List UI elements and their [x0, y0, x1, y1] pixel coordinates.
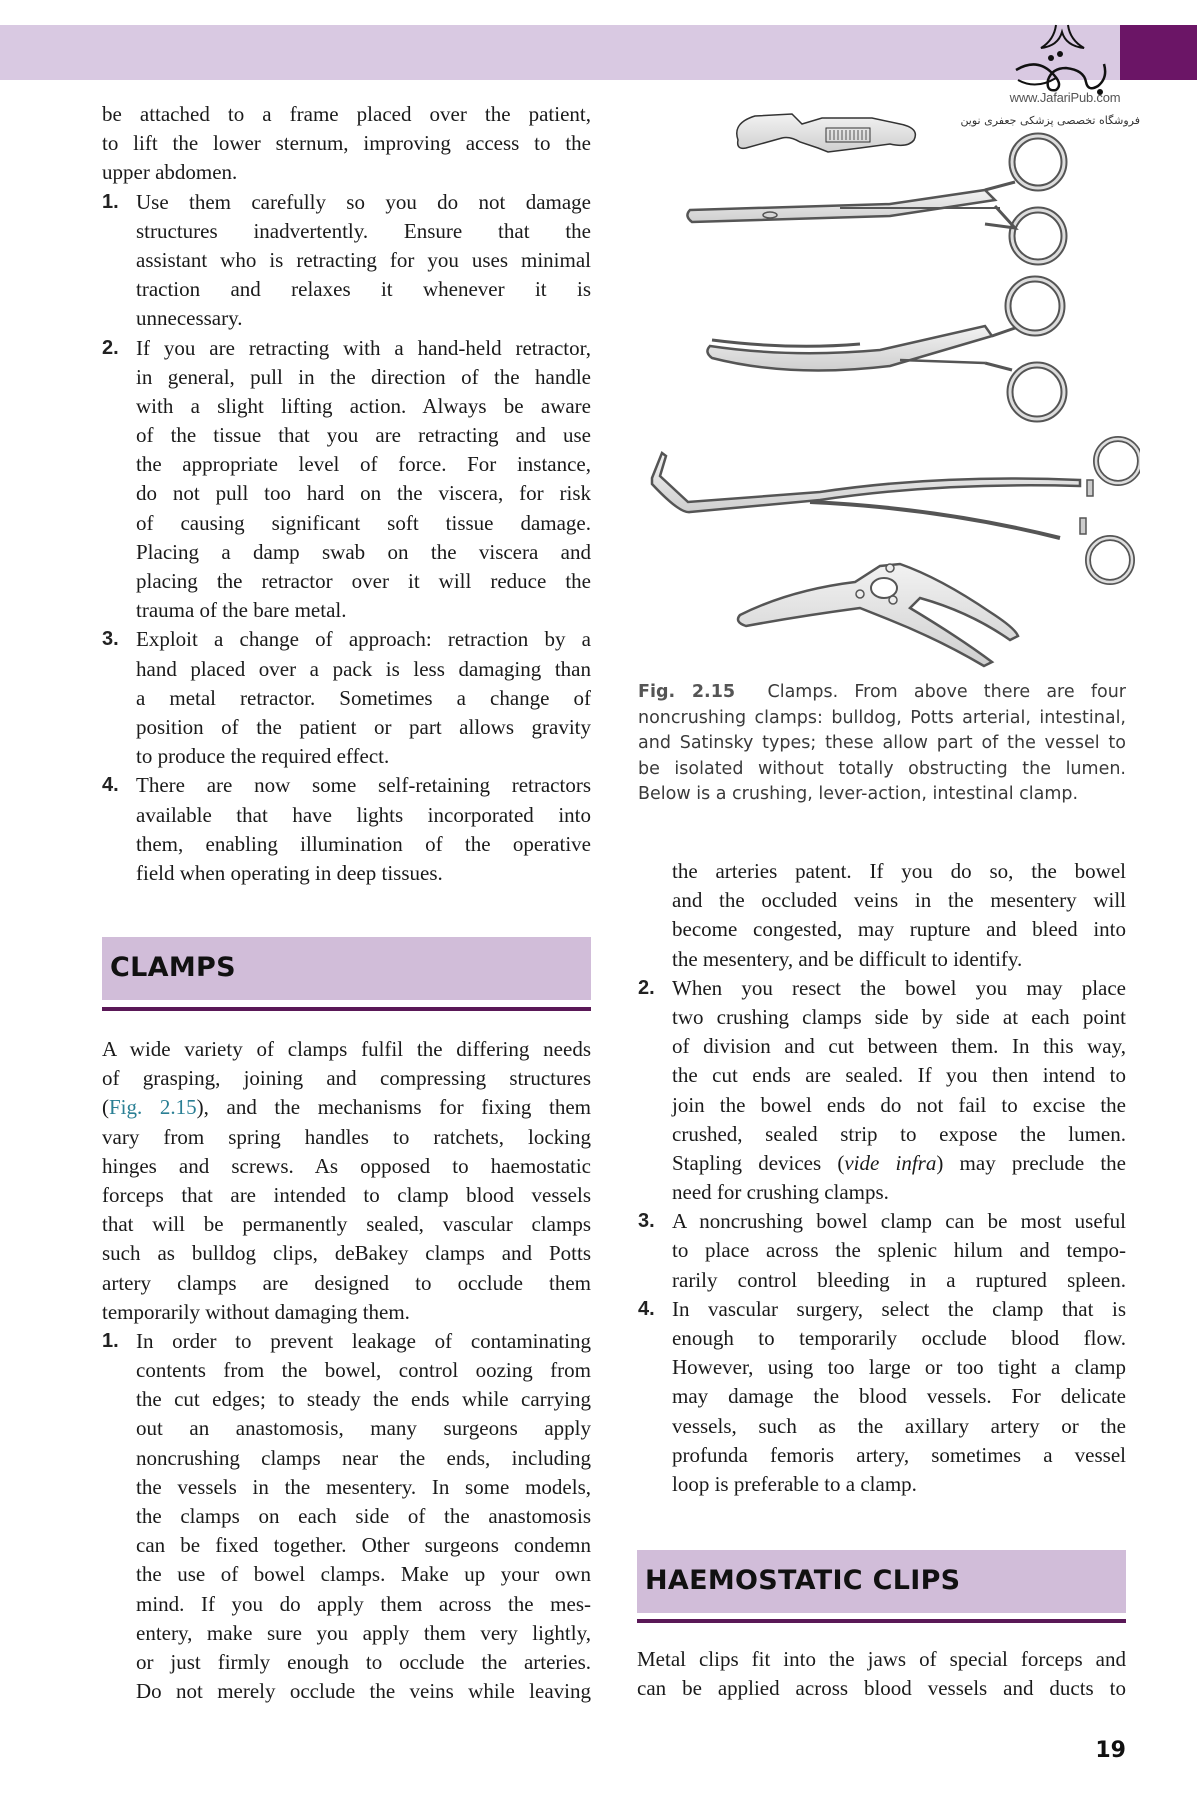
heading-rule: [637, 1619, 1126, 1623]
header-accent-block: [1120, 25, 1197, 80]
satinsky-clamp-icon: [652, 439, 1140, 582]
text-line: the arteries patent. If you do so, the bowel: [672, 859, 1126, 883]
text-line: (Fig. 2.15), and the mechanisms for fixing them: [102, 1095, 592, 1120]
clamps-section-text: [102, 1035, 591, 1706]
text-line: with a slight lifting action. Always be aware: [136, 393, 591, 418]
text-line: rarily control bleeding in a ruptured spleen.: [672, 1267, 1126, 1292]
text-line: Use them carefully so you do not damage: [136, 189, 591, 214]
text-line: be attached to a frame placed over the patient,: [102, 102, 591, 126]
text-line: can be applied across blood vessels and ducts to: [637, 1676, 1126, 1701]
caption-line: and Satinsky types; these allow part of the vessel to: [638, 733, 1126, 754]
list-item: [102, 334, 591, 626]
text-line: In order to prevent leakage of contaminating: [136, 1328, 591, 1353]
list-number: 2.: [102, 336, 119, 359]
page-number: 19: [1095, 1738, 1126, 1763]
text-line: In vascular surgery, select the clamp that is: [672, 1296, 1126, 1321]
section-heading-haemostatic-clips: [637, 1550, 1126, 1613]
text-line: entery, make sure you apply them very lightly,: [136, 1620, 591, 1645]
text-line: in general, pull in the direction of the handle: [136, 364, 591, 389]
text-line: When you resect the bowel you may place: [672, 975, 1126, 1000]
list-item: [102, 625, 591, 771]
text-line: and the occluded veins in the mesentery will: [672, 888, 1126, 913]
text-line: There are now some self-retaining retractors: [136, 773, 591, 798]
list-number: 1.: [102, 190, 119, 213]
caption-line: Below is a crushing, lever-action, intestinal clamp.: [638, 784, 1079, 805]
text-line: may damage the blood vessels. For delicate: [672, 1384, 1126, 1409]
text-line: hand placed over a pack is less damaging than: [136, 656, 591, 681]
text-line: trauma of the bare metal.: [136, 598, 347, 623]
text-line: vessels, such as the axillary artery or the: [672, 1413, 1126, 1438]
text-line: unnecessary.: [136, 306, 243, 331]
section-heading-text: CLAMPS: [110, 952, 236, 983]
text-line: of grasping, joining and compressing structures: [102, 1066, 591, 1091]
text-line: position of the patient or part allows gravity: [136, 714, 591, 739]
list-item: [638, 1207, 1126, 1295]
text-line: loop is preferable to a clamp.: [672, 1471, 917, 1496]
text-line: noncrushing clamps near the ends, including: [136, 1445, 591, 1470]
text-line: forceps that are intended to clamp blood vessels: [102, 1182, 591, 1207]
text-line: placing the retractor over it will reduce the: [136, 569, 591, 593]
text-line: traction and relaxes it whenever it is: [136, 277, 591, 302]
section-heading-clamps: [102, 937, 591, 1000]
text-line: the clamps on each side of the anastomosis: [136, 1504, 591, 1528]
text-line: assistant who is retracting for you uses minimal: [136, 247, 591, 272]
text-line: out an anastomosis, many surgeons apply: [136, 1416, 591, 1441]
header-band: [0, 25, 1120, 80]
list-number: 4.: [102, 774, 119, 797]
text-line: enough to temporarily occlude blood flow.: [672, 1326, 1126, 1350]
caption-line: Fig. 2.15 Clamps. From above there are four: [638, 682, 1126, 702]
text-line: field when operating in deep tissues.: [136, 860, 443, 885]
list-item: [102, 188, 591, 334]
text-line: of division and cut between them. In this way,: [672, 1034, 1126, 1059]
text-line: of causing significant soft tissue damage.: [136, 510, 591, 535]
figure-label: Fig. 2.15: [638, 682, 736, 702]
text-line: the appropriate level of force. For instance,: [136, 452, 591, 477]
bulldog-clamp-icon: [737, 114, 916, 152]
text-line: to place across the splenic hilum and tempo-: [672, 1238, 1126, 1263]
text-line: However, using too large or too tight a clamp: [672, 1355, 1126, 1380]
text-line: the cut edges; to steady the ends while carrying: [136, 1387, 591, 1412]
text-line: hinges and screws. As opposed to haemostatic: [102, 1153, 591, 1178]
potts-arterial-clamp-icon: [687, 136, 1064, 262]
text-line: to lift the lower sternum, improving access to the: [102, 131, 591, 156]
text-line: join the bowel ends do not fail to excise the: [672, 1092, 1126, 1117]
list-number: 2.: [638, 976, 655, 999]
text-line: Placing a damp swab on the viscera and: [136, 539, 591, 564]
text-line: become congested, may rupture and bleed into: [672, 917, 1126, 942]
text-line: that will be permanently sealed, vascular clamps: [102, 1212, 591, 1237]
text-line: Do not merely occlude the veins while leaving: [136, 1679, 591, 1704]
text-line: do not pull too hard on the viscera, for risk: [136, 481, 591, 506]
section-heading-text: HAEMOSTATIC CLIPS: [645, 1565, 961, 1596]
text-line: Stapling devices (vide infra) may preclude the: [672, 1150, 1127, 1175]
text-line: a metal retractor. Sometimes a change of: [136, 685, 591, 710]
heading-rule: [102, 1007, 591, 1011]
caption-line: noncrushing clamps: bulldog, Potts arterial, intestinal,: [638, 707, 1126, 728]
right-column-text: [638, 857, 1126, 1499]
text-line: structures inadvertently. Ensure that the: [136, 218, 591, 243]
text-line: contents from the bowel, control oozing from: [136, 1358, 591, 1383]
text-line: them, enabling illumination of the operative: [136, 831, 591, 856]
text-line: A wide variety of clamps fulfil the differing needs: [102, 1037, 591, 1061]
figure-link[interactable]: Fig. 2.15: [109, 1095, 197, 1120]
text-line: or just firmly enough to occlude the arteries.: [136, 1649, 591, 1674]
text-line: upper abdomen.: [102, 160, 238, 185]
text-line: Metal clips fit into the jaws of special forceps and: [637, 1647, 1126, 1671]
list-item: [638, 974, 1126, 1208]
text-line: the mesentery, and be difficult to identify.: [672, 946, 1023, 971]
clamps-illustration: [640, 88, 1140, 668]
list-number: 1.: [102, 1329, 119, 1352]
text-line: If you are retracting with a hand-held retractor,: [136, 335, 591, 360]
text-line: the use of bowel clamps. Make up your own: [136, 1562, 591, 1587]
text-line: vary from spring handles to ratchets, locking: [102, 1124, 591, 1149]
text-line: such as bulldog clips, deBakey clamps and Potts: [102, 1241, 591, 1266]
clips-section-text: [637, 1645, 1126, 1703]
text-line: need for crushing clamps.: [672, 1180, 889, 1205]
text-line: the vessels in the mesentery. In some models,: [136, 1474, 591, 1499]
crushing-intestinal-clamp-icon: [738, 564, 1018, 666]
intestinal-clamp-icon: [707, 279, 1064, 419]
list-item: [102, 771, 591, 888]
text-line: the cut ends are sealed. If you then intend to: [672, 1063, 1126, 1088]
list-number: 3.: [638, 1210, 655, 1233]
figure-caption: [638, 680, 1126, 808]
publisher-url[interactable]: www.JafariPub.com: [1009, 90, 1121, 105]
text-line: Exploit a change of approach: retraction by a: [136, 627, 591, 652]
list-number: 4.: [638, 1297, 655, 1320]
text-line: profunda femoris artery, sometimes a vessel: [672, 1442, 1126, 1467]
text-line: mind. If you do apply them across the mes-: [136, 1591, 591, 1616]
list-item: [638, 1295, 1126, 1499]
text-line: temporarily without damaging them.: [102, 1299, 410, 1324]
text-line: artery clamps are designed to occlude them: [102, 1270, 591, 1295]
text-line: two crushing clamps side by side at each point: [672, 1004, 1126, 1029]
publisher-tagline: فروشگاه تخصصی پزشکی جعفری نوین: [960, 114, 1140, 127]
text-line: to produce the required effect.: [136, 744, 390, 769]
text-line: A noncrushing bowel clamp can be most useful: [672, 1209, 1126, 1234]
text-line: available that have lights incorporated into: [136, 802, 591, 827]
list-item: [102, 1327, 591, 1706]
left-column-text: [102, 100, 591, 888]
text-line: of the tissue that you are retracting and use: [136, 423, 591, 448]
list-number: 3.: [102, 628, 119, 651]
caption-line: be isolated without totally obstructing the lumen.: [638, 758, 1126, 779]
text-line: can be fixed together. Other surgeons condemn: [136, 1533, 591, 1558]
text-line: crushed, sealed strip to expose the lumen.: [672, 1121, 1126, 1146]
